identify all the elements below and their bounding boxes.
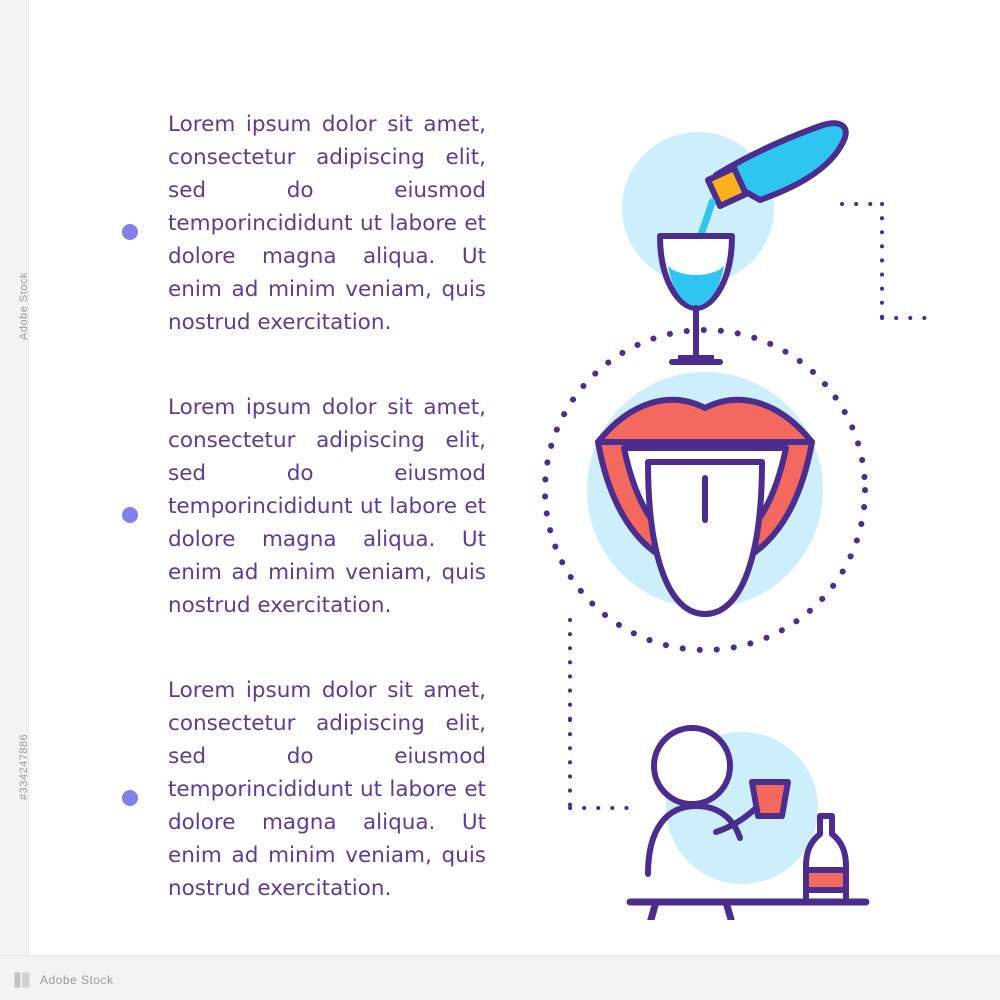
watermark-brand-bottom: Adobe Stock — [40, 973, 114, 987]
paragraph-block-2 — [168, 391, 486, 622]
watermark-brand-left: Adobe Stock — [18, 272, 30, 340]
watermark-image-id: #334247886 — [18, 733, 30, 800]
adobe-stock-logo-icon — [12, 970, 32, 990]
person-drinking-icon — [630, 728, 866, 920]
paragraph-text-2: Lorem ipsum dolor sit amet, consectetur adipiscing elit, sed do eiusmod temporincididunt ut labore et dolore magna aliqua. Ut enim ad minim veniam, quis nostrud exercitation. — [168, 395, 486, 618]
mouth-tongue-icon — [545, 330, 865, 650]
wine-pouring-icon — [622, 123, 846, 362]
paragraph-text-1: Lorem ipsum dolor sit amet, consectetur adipiscing elit, sed do eiusmod temporincididunt ut labore et dolore magna aliqua. Ut enim ad minim veniam, quis nostrud exercitation. — [168, 112, 486, 335]
illustration-column — [520, 90, 940, 920]
watermark-left-text-group — [0, 0, 28, 1000]
bullet-dot-3 — [122, 790, 138, 806]
bullet-dot-1 — [122, 224, 138, 240]
paragraph-block-1 — [168, 108, 486, 339]
watermark-bottom-rail — [0, 955, 1000, 1000]
paragraph-text-3: Lorem ipsum dolor sit amet, consectetur adipiscing elit, sed do eiusmod temporincididunt ut labore et dolore magna aliqua. Ut enim ad minim veniam, quis nostrud exercitation. — [168, 678, 486, 901]
paragraph-block-3 — [168, 674, 486, 905]
bullet-dot-2 — [122, 507, 138, 523]
text-column — [168, 108, 486, 957]
